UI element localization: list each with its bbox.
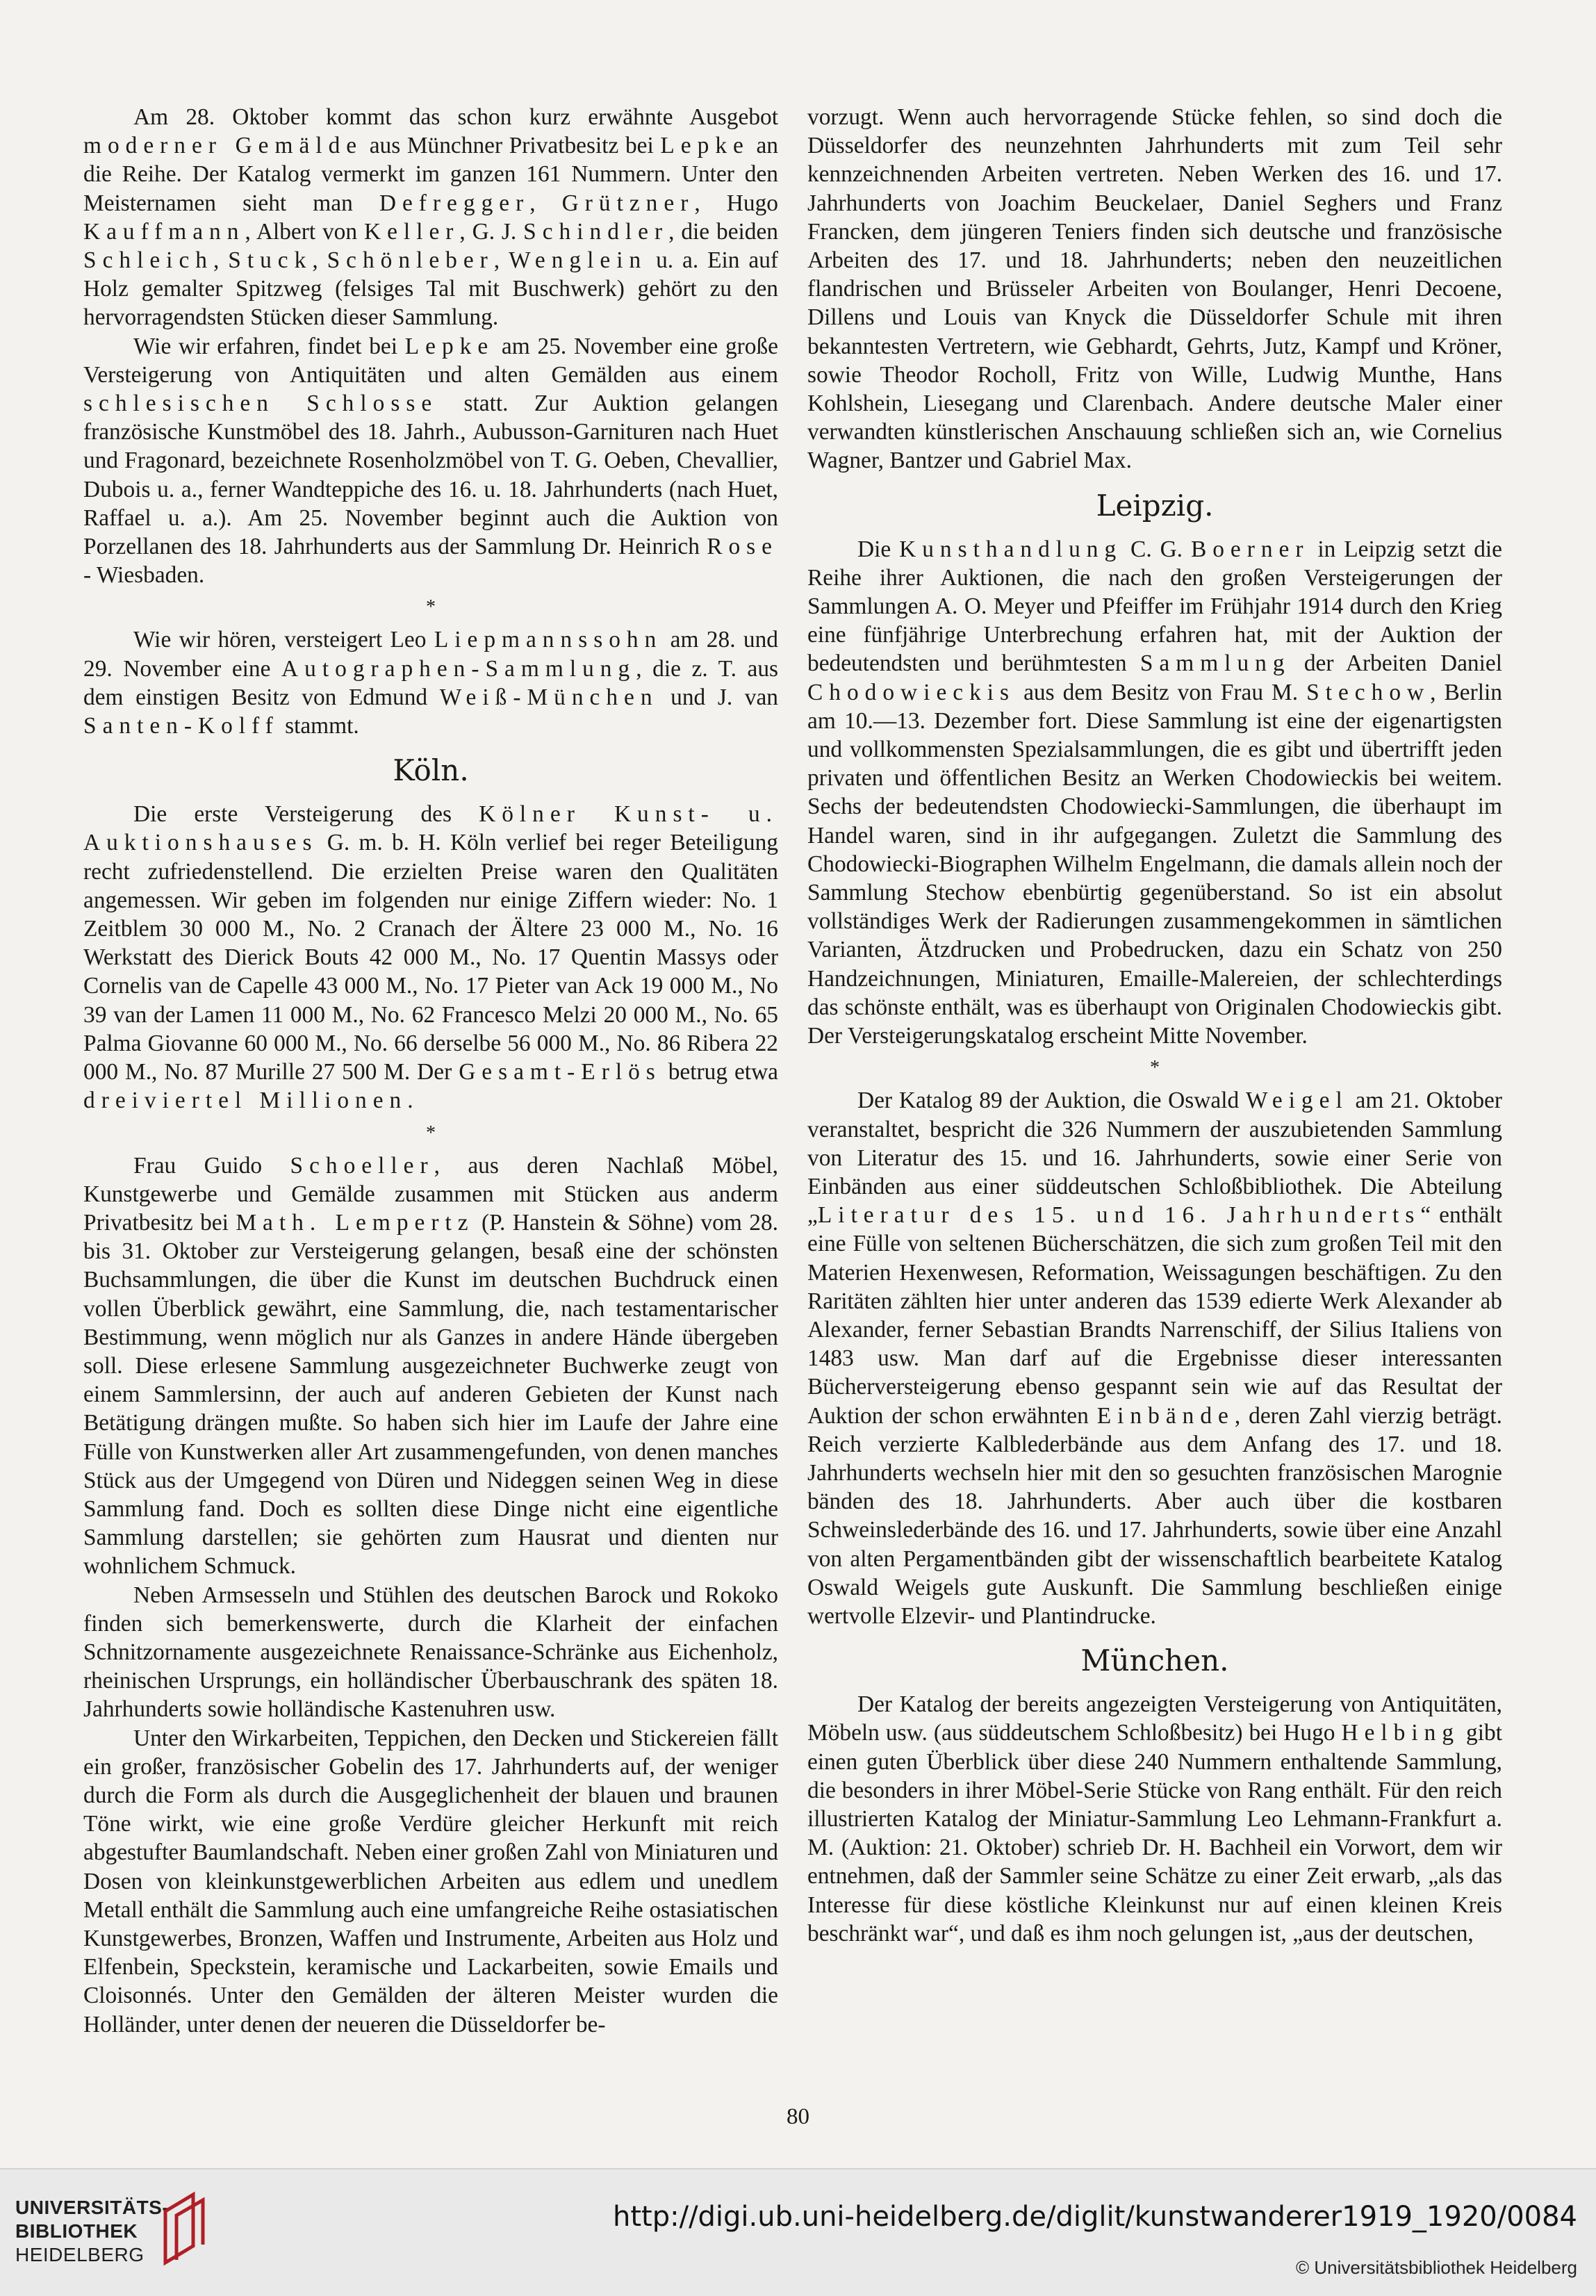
section-separator: *	[1150, 1057, 1160, 1079]
paragraph: vorzugt. Wenn auch hervorragende Stücke fehlen, so sind doch die Düsseldorfer des neunzehnten Jahrhunderts mit zum Teil sehr kennzeichnenden Arbeiten vertreten. Neben Werken des 16. und 17. Jahrhunderts von Joachim Beuckelaer, Daniel Seghers und Franz Francken, dem jüngeren Teniers finden sich deutsche und französische Arbeiten des 17. und 18. Jahrhunderts; neben den neuzeitlichen flandrischen und Brüsseler Arbeiten von Boulanger, Henri Decoene, Dillens und Louis van Knyck die Düsseldorfer Schule mit ihren bekanntesten Vertretern, wie Gebhardt, Gehrts, Jutz, Kampf und Kröner, sowie Theodor Rocholl, Fritz von Wille, Ludwig Munthe, Hans Kohlshein, Liesegang und Clarenbach. Andere deutsche Maler einer verwandten künstlerischen Anschauung schließen sich an, wie Cornelius Wagner, Bantzer und Gabriel Max.	[807, 104, 1502, 474]
paragraph: Der Katalog 89 der Auktion, die Oswald Weigel am 21. Oktober veranstaltet, bespricht die 326 Nummern der auszubietenden Sammlung von Literatur des 15. und 16. Jahrhunderts, sowie einer Serie von Einbänden aus einer süddeutschen Schloßbibliothek. Die Abteilung „Literatur des 15. und 16. Jahrhunderts“ enthält eine Fülle von seltenen Bücherschätzen, die sich zum großen Teil mit den Materien Hexenwesen, Reformation, Weissagungen beschäftigen. Zu den Raritäten zählten hier unter anderen das 1539 edierte Werk Alexander ab Alexander, ferner Sebastian Brandts Narrenschiff, der Silius Italiens von 1483 usw. Man darf auf die Ergebnisse dieser interessanten Bücherversteigerung ebenso gespannt sein wie auf das Resultat der Auktion der schon erwähnten Einbände, deren Zahl vierzig beträgt. Reich verzierte Kalblederbände aus dem Anfang des 17. und 18. Jahrhunderts wechseln hier mit den so gesuchten französischen Marognie bänden des 18. Jahrhunderts. Aber auch über die kostbaren Schweinslederbände des 16. und 17. Jahrhunderts, sowie über eine Anzahl von alten Pergamentbänden gibt der wissenschaftlich bearbeitete Katalog Oswald Weigels gute Auskunft. Die Sammlung beschließen einige wertvolle Elzevir- und Plantindrucke.	[807, 1088, 1503, 1629]
emphasized-name: Schoeller	[290, 1152, 434, 1179]
emphasized-name: Einbände	[1096, 1402, 1235, 1429]
copyright-notice: © Universitätsbibliothek Heidelberg	[1295, 2257, 1577, 2278]
emphasized-name: moderner Gemälde	[83, 133, 363, 159]
emphasized-name: Stechow	[1306, 679, 1431, 705]
emphasized-name: Wenglein	[509, 247, 648, 274]
section-heading-leipzig: Leipzig.	[1096, 488, 1214, 523]
emphasized-name: Boerner	[1190, 536, 1310, 562]
emphasized-name: Sammlung	[1140, 650, 1291, 677]
emphasized-name: Math. Lempertz	[236, 1209, 475, 1236]
emphasized-name: Santen-Kolff	[83, 713, 279, 739]
paragraph: Wie wir erfahren, findet bei Lepke am 25. November eine große Versteigerung von Antiquitäten und alten Gemälden aus einem schlesischen Schlosse statt. Zur Auktion gelangen französische Kunstmöbel des 18. Jahrh., Aubusson-Garnituren nach Huet und Fragonard, bezeichnete Rosenholzmöbel von T. G. Oeben, Chevallier, Dubois u. a., ferner Wandteppiche des 16. u. 18. Jahrhunderts (nach Huet, Raffael u. a.). Am 25. November beginnt auch die Auktion von Porzellanen des 18. Jahrhunderts aus der Sammlung Dr. Heinrich Rose - Wiesbaden.	[83, 333, 779, 589]
section-heading-muenchen: München.	[1080, 1643, 1229, 1678]
paragraph: Die Kunsthandlung C. G. Boerner in Leipzig setzt die Reihe ihrer Auktionen, die nach den großen Versteigerungen der Sammlungen A. O. Meyer und Pfeiffer im Frühjahr 1914 durch den Krieg eine fünfjährige Unterbrechung erfahren hat, mit der Auktion der bedeutendsten und berühmtesten Sammlung der Arbeiten Daniel Chodowieckis aus dem Besitz von Frau M. Stechow, Berlin am 10.—13. Dezember fort. Diese Sammlung ist eine der eigenartigsten und vollkommensten Spezialsammlungen, die es gibt und übertrifft jeden privaten und öffentlichen Besitz an Werken Chodowieckis bei weitem. Sechs der bedeutendsten Chodowiecki-Sammlungen, die überhaupt im Handel waren, sind in ihr aufgegangen. Zuletzt die Sammlung des Chodowiecki-Biographen Wilhelm Engelmann, die damals allein noch der Sammlung Stechow ebenbürtig gegenüberstand. So ist ein absolut vollständiges Werk der Radierungen zusammengekommen in sämtlichen Varianten, Ätzdrucken und Probedrucken, dazu ein Schatz von 250 Handzeichnungen, Miniaturen, Emaille-Malereien, der schlechterdings das schönste enthält, was es überhaupt von Originalen Chodowieckis gibt. Der Versteigerungskatalog erscheint Mitte November.	[807, 536, 1503, 1049]
emphasized-name: Literatur des 15. und 16. Jahrhunderts	[817, 1202, 1421, 1229]
emphasized-name: Autographen-Sammlung	[281, 655, 636, 682]
emphasized-name: Schleich	[83, 247, 213, 274]
emphasized-name: Rose	[707, 534, 778, 560]
logo-line: HEIDELBERG	[15, 2244, 145, 2265]
emphasized-name: schlesischen Schlosse	[83, 391, 438, 417]
emphasized-name: Grützner	[561, 190, 695, 216]
paragraph: Frau Guido Schoeller, aus deren Nachlaß Möbel, Kunstgewerbe und Gemälde zusammen mit Stücken aus anderm Privatbesitz bei Math. Lempertz (P. Hanstein & Söhne) vom 28. bis 31. Oktober zur Versteigerung gelangen, besaß eine der schönsten Buchsammlungen, die über die Kunst im deutschen Buchdruck einen vollen Überblick gewährt, eine Sammlung, die, nach testamentarischer Bestimmung, wenn möglich nur als Ganzes in andere Hände übergeben soll. Diese erlesene Sammlung ausgezeichneter Buchwerke zeugt von einem Sammlersinn, der auch auf anderen Gebieten der Kunst nach Betätigung drängen mußte. So haben sich hier im Laufe der Jahre eine Fülle von Kunstwerken aller Art zusammengefunden, von denen manches Stück aus der Umgegend von Düren und Nideggen seinen Weg in diese Sammlung fand. Doch es sollten diese Dinge nicht eine eigentliche Sammlung darstellen; sie gehörten zum Hausrat und dienten nur wohnlichem Schmuck.	[83, 1152, 778, 1580]
emphasized-name: Lepke	[660, 133, 750, 159]
emphasized-name: Schindler	[523, 218, 669, 245]
emphasized-name: Chodowieckis	[807, 679, 1016, 705]
footer-bar	[0, 2168, 1596, 2296]
emphasized-name: Lepke	[404, 333, 495, 359]
paragraph: Neben Armsesseln und Stühlen des deutschen Barock und Rokoko finden sich bemerkenswerte, durch die Klarheit der einfachen Schnitzornamente ausgezeichnete Renaissance-Schränke aus Eichenholz, rheinischen Ursprungs, ein holländischer Überbauschrank des späten 18. Jahrhunderts sowie holländische Kastenuhren usw.	[83, 1582, 778, 1723]
emphasized-name: dreiviertel Millionen	[83, 1088, 408, 1114]
emphasized-name: Keller	[363, 218, 460, 245]
emphasized-name: Kunsthandlung	[899, 536, 1123, 562]
paragraph: Die erste Versteigerung des Kölner Kunst- u. Auktionshauses G. m. b. H. Köln verlief bei reger Beteiligung recht zufriedenstellend. Die erzielten Preise waren den Qualitäten angemessen. Wir geben im folgenden nur einige Ziffern wieder: No. 1 Zeitblem 30 000 M., No. 2 Cranach der Ältere 23 000 M., No. 16 Werkstatt des Dierick Bouts 42 000 M., No. 17 Quentin Massys oder Cornelis van de Capelle 43 000 M., No. 17 Pieter van Ack 19 000 M., No 39 van der Lamen 11 000 M., No. 62 Francesco Melzi 20 000 M., No. 65 Palma Giovanne 60 000 M., No. 66 derselbe 56 000 M., No. 86 Ribera 22 000 M., No. 87 Murille 27 500 M. Der Gesamt-Erlös betrug etwa dreiviertel Millionen.	[83, 801, 779, 1114]
emphasized-name: Helbing	[1341, 1720, 1461, 1746]
section-separator: *	[426, 1122, 436, 1144]
emphasized-name: Kölner Kunst- u. Auktionshauses	[83, 801, 779, 856]
emphasized-name: Weigel	[1245, 1088, 1349, 1114]
emphasized-name: Gesamt-Erlös	[459, 1059, 661, 1085]
paragraph: Wie wir hören, versteigert Leo Liepmannssohn am 28. und 29. November eine Autographen-Sammlung, die z. T. aus dem einstigen Besitz von Edmund Weiß-München und J. van Santen-Kolff stammt.	[83, 627, 779, 739]
emphasized-name: Defregger	[379, 190, 530, 216]
logo-line: UNIVERSITÄTS-	[15, 2197, 170, 2218]
section-heading-koeln: Köln.	[393, 753, 469, 788]
section-separator: *	[426, 596, 436, 618]
paragraph: Unter den Wirkarbeiten, Teppichen, den Decken und Stickereien fällt ein großer, französischer Gobelin des 17. Jahrhunderts auf, der weniger durch die Form als durch die Ausgeglichenheit der blauen und braunen Töne wirkt, wie eine große Verdüre gleicher Herkunft mit reich abgestufter Baumlandschaft. Neben einer großen Zahl von Miniaturen und Dosen von kleinkunstgewerblichen Arbeiten aus edlem und unedlem Metall enthält die Sammlung auch eine umfangreiche Reihe ostasiatischen Kunstgewerbes, Bronzen, Waffen und Instrumente, Arbeiten aus Holz und Elfenbein, Speckstein, keramische und Lackarbeiten, sowie Emails und Cloisonnés. Unter den Gemälden der älteren Meister wurden die Holländer, unter denen der neueren die Düsseldorfer be-	[83, 1725, 778, 2037]
emphasized-name: Weiß-München	[439, 684, 659, 710]
emphasized-name: Schönleber	[327, 247, 494, 274]
left-column	[83, 103, 778, 2039]
emphasized-name: Kauffmann	[83, 218, 245, 245]
right-column	[807, 103, 1502, 1948]
page-number: 80	[787, 2104, 809, 2129]
emphasized-name: Liepmannssohn	[434, 627, 663, 653]
permalink-url[interactable]: http://digi.ub.uni-heidelberg.de/diglit/kunstwanderer1919_1920/0084	[613, 2201, 1577, 2233]
emphasized-name: Stuck	[228, 247, 313, 274]
paragraph: Am 28. Oktober kommt das schon kurz erwähnte Ausgebot moderner Gemälde aus Münchner Privatbesitz bei Lepke an die Reihe. Der Katalog vermerkt im ganzen 161 Nummern. Unter den Meisternamen sieht man Defregger, Grützner, Hugo Kauffmann, Albert von Keller, G. J. Schindler, die beiden Schleich, Stuck, Schönleber, Wenglein u. a. Ein auf Holz gemalter Spitzweg (felsiges Tal mit Buschwerk) gehört zu den hervorragendsten Stücken dieser Sammlung.	[83, 104, 779, 331]
logo-line: BIBLIOTHEK	[15, 2220, 138, 2242]
paragraph: Der Katalog der bereits angezeigten Versteigerung von Antiquitäten, Möbeln usw. (aus süddeutschem Schloßbesitz) bei Hugo Helbing gibt einen guten Überblick über diese 240 Nummern enthaltende Sammlung, die besonders in ihrer Möbel-Serie Stücke von Rang enthält. Für den reich illustrierten Katalog der Miniatur-Sammlung Leo Lehmann-Frankfurt a. M. (Auktion: 21. Oktober) schrieb Dr. H. Bachheil ein Vorwort, dem wir entnehmen, daß der Sammler seine Schätze zu einer Zeit erwarb, „als das Interesse für diese köstliche Kleinkunst nur auf einen kleinen Kreis beschränkt war“, und daß es ihm noch gelungen ist, „aus der deutschen,	[807, 1691, 1502, 1946]
